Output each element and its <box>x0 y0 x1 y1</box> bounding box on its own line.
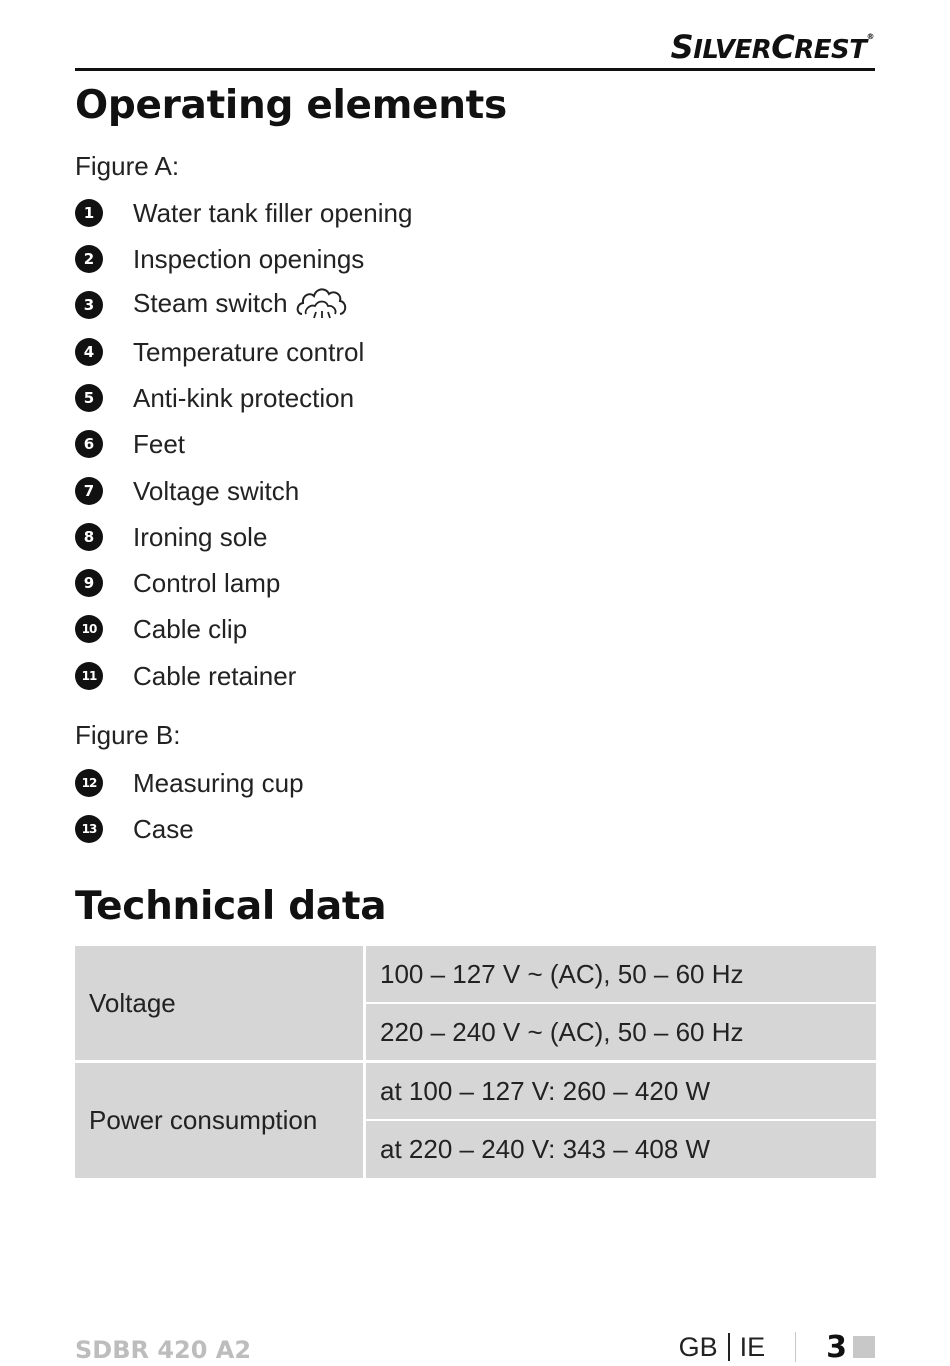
table-cell-voltage-value: 220 – 240 V ~ (AC), 50 – 60 Hz <box>366 1004 876 1060</box>
list-item <box>75 381 355 415</box>
section-title-technical: Technical data <box>75 884 387 929</box>
item-number-badge: 2 <box>75 245 103 273</box>
list-item <box>75 659 297 693</box>
item-number-badge: 8 <box>75 523 103 551</box>
brand-logo <box>671 28 874 66</box>
page-number: 3 <box>826 1329 847 1365</box>
separator <box>795 1332 796 1362</box>
item-label: Cable retainer <box>133 660 297 691</box>
table-cell-power-label: Power consumption <box>75 1063 363 1178</box>
item-number-badge: 3 <box>75 291 103 319</box>
list-item <box>75 520 268 554</box>
list-item <box>75 287 288 322</box>
footer-page-info <box>679 1330 875 1364</box>
table-cell-power-value: at 100 – 127 V: 260 – 420 W <box>366 1063 876 1119</box>
list-item <box>75 566 281 600</box>
item-number-badge: 6 <box>75 430 103 458</box>
item-label: Ironing sole <box>133 521 268 552</box>
item-label: Inspection openings <box>133 243 365 274</box>
item-number-badge: 4 <box>75 338 103 366</box>
item-label: Feet <box>133 428 186 459</box>
item-number-badge: 10 <box>75 615 103 643</box>
country-code: GB <box>678 1331 718 1362</box>
figure-a-label: Figure A: <box>75 151 180 181</box>
table-cell-voltage-value: 100 – 127 V ~ (AC), 50 – 60 Hz <box>366 946 876 1002</box>
list-item <box>75 335 365 369</box>
separator <box>728 1333 730 1361</box>
brand-letter: S <box>670 28 694 66</box>
item-label: Water tank filler opening <box>133 197 413 228</box>
page-marker <box>853 1336 875 1358</box>
section-title-operating: Operating elements <box>75 83 507 128</box>
header-rule <box>75 68 875 71</box>
technical-data-table <box>75 946 876 1178</box>
item-number-badge: 11 <box>75 662 103 690</box>
table-cell-power-value: at 220 – 240 V: 343 – 408 W <box>366 1121 876 1178</box>
item-label: Measuring cup <box>133 767 304 798</box>
footer-model: SDBR 420 A2 <box>75 1336 252 1364</box>
steam-icon <box>294 280 350 322</box>
registered-mark: ® <box>866 32 874 41</box>
table-cell-voltage-label: Voltage <box>75 946 363 1060</box>
brand-text: ILVER <box>693 35 772 65</box>
item-label: Cable clip <box>133 613 248 644</box>
item-number-badge: 13 <box>75 815 103 843</box>
item-label: Steam switch <box>133 287 288 318</box>
list-item <box>75 242 365 276</box>
list-item <box>75 766 304 800</box>
item-number-badge: 5 <box>75 384 103 412</box>
item-label: Control lamp <box>133 567 281 598</box>
brand-text: REST <box>794 35 867 65</box>
list-item <box>75 196 413 230</box>
list-item <box>75 474 300 508</box>
list-item <box>75 812 194 846</box>
item-label: Anti-kink protection <box>133 382 355 413</box>
figure-b-label: Figure B: <box>75 720 181 750</box>
brand-letter: C <box>771 28 795 66</box>
item-label: Case <box>133 813 194 844</box>
list-item <box>75 612 248 646</box>
item-number-badge: 1 <box>75 199 103 227</box>
item-number-badge: 7 <box>75 477 103 505</box>
item-label: Temperature control <box>133 336 365 367</box>
item-label: Voltage switch <box>133 475 300 506</box>
country-code: IE <box>739 1331 766 1362</box>
item-number-badge: 9 <box>75 569 103 597</box>
item-number-badge: 12 <box>75 769 103 797</box>
list-item <box>75 427 186 461</box>
item-label-wrap <box>133 284 350 326</box>
